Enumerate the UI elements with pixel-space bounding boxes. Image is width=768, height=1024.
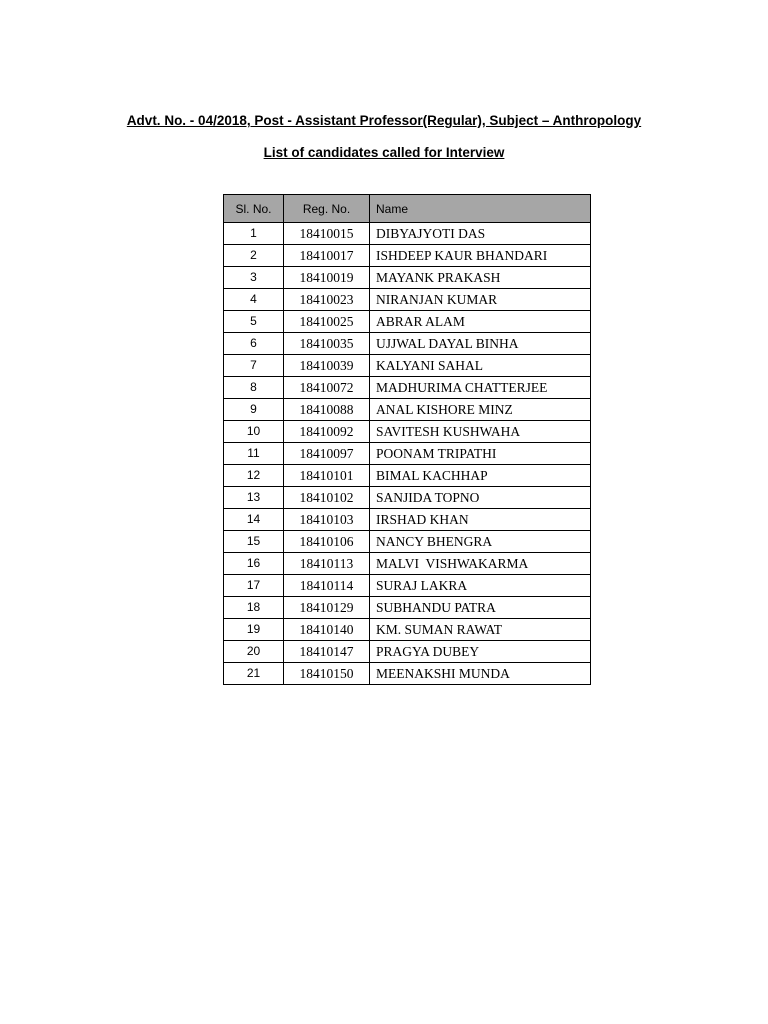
cell-sl-no: 3 (224, 267, 284, 289)
candidates-table (223, 194, 591, 685)
table-row (224, 663, 591, 685)
table-row (224, 597, 591, 619)
cell-reg-no: 18410150 (284, 663, 370, 685)
cell-name: SURAJ LAKRA (370, 575, 591, 597)
cell-name: MAYANK PRAKASH (370, 267, 591, 289)
table-row (224, 399, 591, 421)
cell-sl-no: 12 (224, 465, 284, 487)
cell-name: SUBHANDU PATRA (370, 597, 591, 619)
document-title: Advt. No. - 04/2018, Post - Assistant Professor(Regular), Subject – Anthropology (126, 113, 642, 128)
cell-reg-no: 18410092 (284, 421, 370, 443)
table-row (224, 465, 591, 487)
cell-reg-no: 18410039 (284, 355, 370, 377)
table-header (224, 195, 591, 223)
cell-sl-no: 4 (224, 289, 284, 311)
table-row (224, 553, 591, 575)
table-row (224, 355, 591, 377)
table-row (224, 333, 591, 355)
cell-reg-no: 18410019 (284, 267, 370, 289)
table-row (224, 223, 591, 245)
cell-reg-no: 18410140 (284, 619, 370, 641)
cell-name: IRSHAD KHAN (370, 509, 591, 531)
cell-reg-no: 18410025 (284, 311, 370, 333)
cell-sl-no: 9 (224, 399, 284, 421)
cell-name: MADHURIMA CHATTERJEE (370, 377, 591, 399)
candidates-table-container (223, 194, 590, 685)
table-row (224, 641, 591, 663)
cell-sl-no: 20 (224, 641, 284, 663)
cell-name: SANJIDA TOPNO (370, 487, 591, 509)
cell-reg-no: 18410097 (284, 443, 370, 465)
table-row (224, 421, 591, 443)
cell-reg-no: 18410147 (284, 641, 370, 663)
cell-sl-no: 1 (224, 223, 284, 245)
cell-reg-no: 18410103 (284, 509, 370, 531)
table-row (224, 267, 591, 289)
cell-sl-no: 13 (224, 487, 284, 509)
table-header-row (224, 195, 591, 223)
cell-reg-no: 18410035 (284, 333, 370, 355)
table-row (224, 575, 591, 597)
cell-sl-no: 5 (224, 311, 284, 333)
cell-sl-no: 7 (224, 355, 284, 377)
cell-reg-no: 18410015 (284, 223, 370, 245)
cell-reg-no: 18410114 (284, 575, 370, 597)
table-row (224, 619, 591, 641)
cell-sl-no: 19 (224, 619, 284, 641)
table-row (224, 531, 591, 553)
table-row (224, 443, 591, 465)
cell-name: DIBYAJYOTI DAS (370, 223, 591, 245)
cell-name: MALVI VISHWAKARMA (370, 553, 591, 575)
table-row (224, 509, 591, 531)
cell-reg-no: 18410102 (284, 487, 370, 509)
table-row (224, 377, 591, 399)
cell-reg-no: 18410017 (284, 245, 370, 267)
cell-name: UJJWAL DAYAL BINHA (370, 333, 591, 355)
cell-name: ABRAR ALAM (370, 311, 591, 333)
table-row (224, 245, 591, 267)
document-subtitle: List of candidates called for Interview (263, 145, 505, 160)
cell-reg-no: 18410023 (284, 289, 370, 311)
cell-name: ISHDEEP KAUR BHANDARI (370, 245, 591, 267)
cell-reg-no: 18410113 (284, 553, 370, 575)
cell-reg-no: 18410129 (284, 597, 370, 619)
cell-name: NIRANJAN KUMAR (370, 289, 591, 311)
cell-sl-no: 14 (224, 509, 284, 531)
cell-name: BIMAL KACHHAP (370, 465, 591, 487)
table-row (224, 289, 591, 311)
cell-sl-no: 15 (224, 531, 284, 553)
cell-reg-no: 18410101 (284, 465, 370, 487)
cell-name: ANAL KISHORE MINZ (370, 399, 591, 421)
column-header-name: Name (370, 195, 591, 223)
cell-reg-no: 18410088 (284, 399, 370, 421)
table-row (224, 311, 591, 333)
cell-sl-no: 2 (224, 245, 284, 267)
cell-sl-no: 8 (224, 377, 284, 399)
cell-sl-no: 17 (224, 575, 284, 597)
table-row (224, 487, 591, 509)
cell-sl-no: 11 (224, 443, 284, 465)
column-header-sl-no: Sl. No. (224, 195, 284, 223)
cell-reg-no: 18410072 (284, 377, 370, 399)
cell-sl-no: 6 (224, 333, 284, 355)
cell-name: POONAM TRIPATHI (370, 443, 591, 465)
cell-name: MEENAKSHI MUNDA (370, 663, 591, 685)
cell-name: NANCY BHENGRA (370, 531, 591, 553)
cell-sl-no: 16 (224, 553, 284, 575)
cell-sl-no: 10 (224, 421, 284, 443)
cell-sl-no: 18 (224, 597, 284, 619)
cell-name: KM. SUMAN RAWAT (370, 619, 591, 641)
cell-name: SAVITESH KUSHWAHA (370, 421, 591, 443)
cell-reg-no: 18410106 (284, 531, 370, 553)
cell-name: KALYANI SAHAL (370, 355, 591, 377)
cell-name: PRAGYA DUBEY (370, 641, 591, 663)
cell-sl-no: 21 (224, 663, 284, 685)
column-header-reg-no: Reg. No. (284, 195, 370, 223)
table-body (224, 223, 591, 685)
